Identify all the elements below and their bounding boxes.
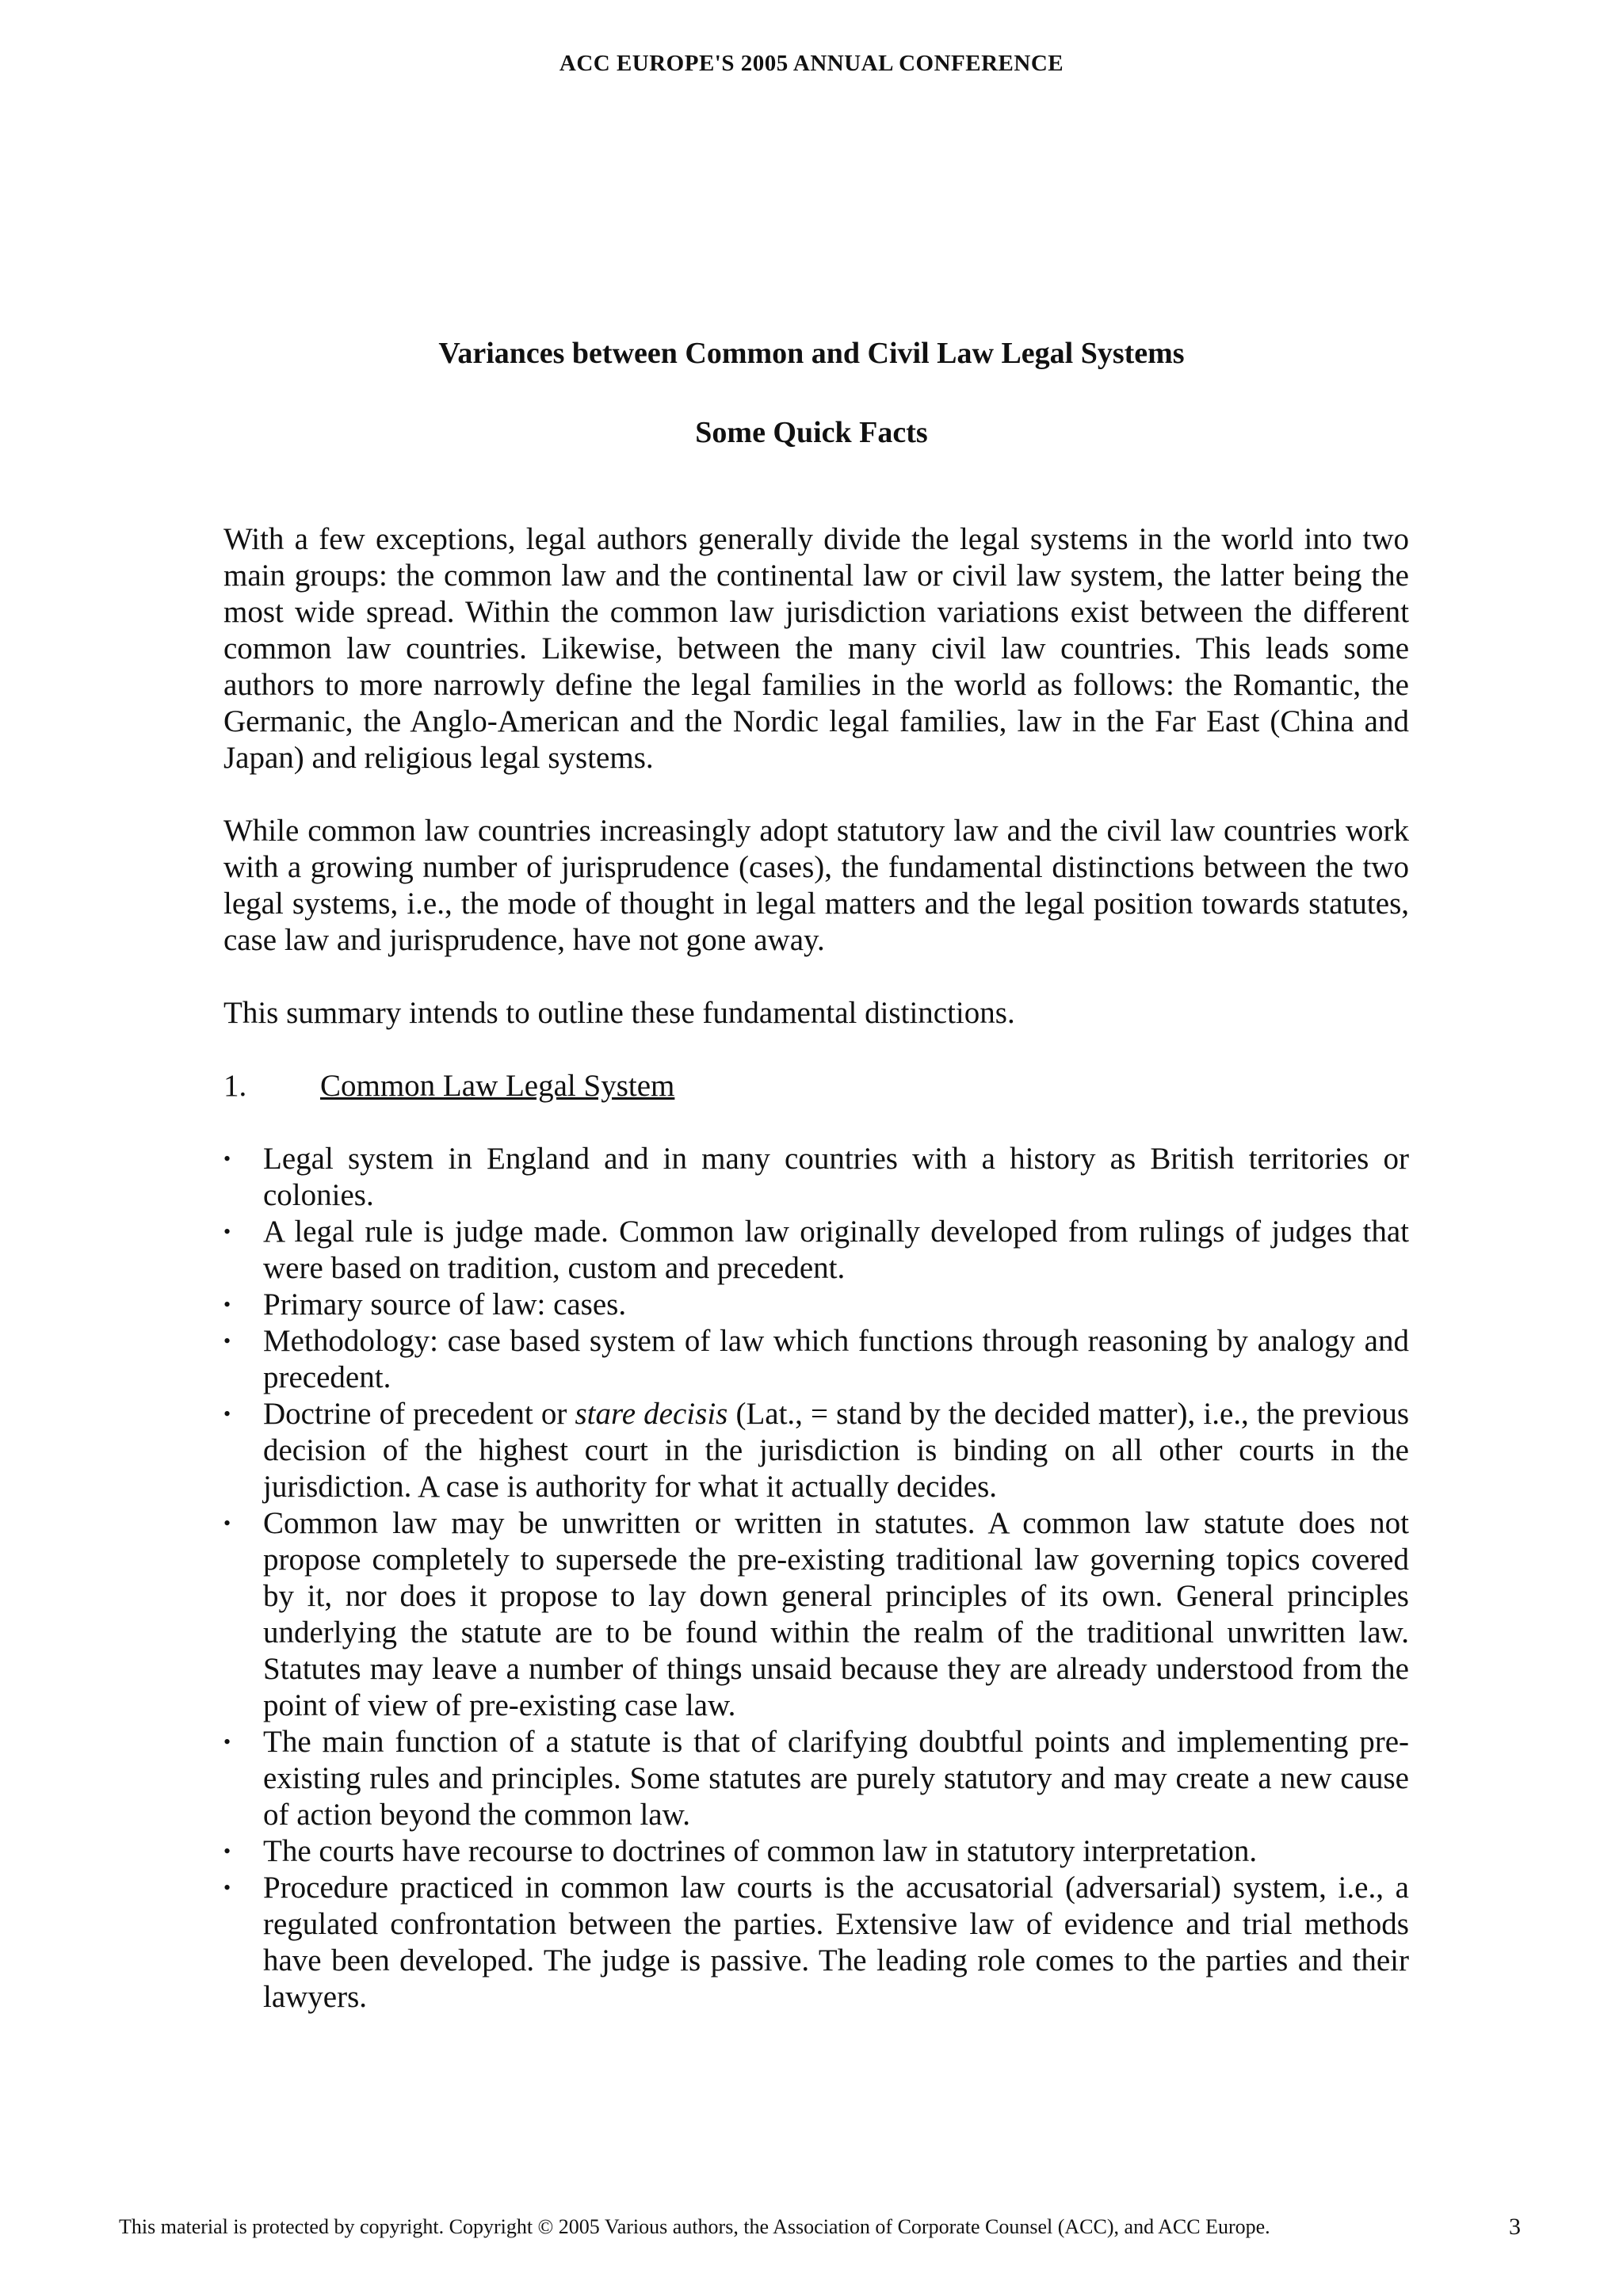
bullet-text: Methodology: case based system of law which functions through reasoning by analogy and precedent. bbox=[263, 1324, 1409, 1394]
list-item bbox=[223, 1724, 1409, 1833]
section-number: 1. bbox=[223, 1069, 247, 1103]
bullet-text: The main function of a statute is that of clarifying doubtful points and implementing pre-existing rules and principles. Some statutes are purely statutory and may create a new cause of action beyond the common law. bbox=[263, 1725, 1409, 1832]
section-heading bbox=[223, 1068, 1409, 1104]
bullet-marker: • bbox=[223, 1840, 231, 1863]
bullet-text: The courts have recourse to doctrines of common law in statutory interpretation. bbox=[263, 1834, 1258, 1868]
intro-paragraph: With a few exceptions, legal authors generally divide the legal systems in the world into two main groups: the common law and the continental law or civil law system, the latter being the most wide spread. Within the common law jurisdiction variations exist between the different common law countries. Likewise, between the many civil law countries. This leads some authors to more narrowly define the legal families in the world as follows: the Romantic, the Germanic, the Anglo-American and the Nordic legal families, law in the Far East (China and Japan) and religious legal systems. bbox=[223, 522, 1409, 775]
list-item bbox=[223, 1141, 1409, 1214]
document-body bbox=[223, 521, 1409, 2016]
bullet-list bbox=[223, 1141, 1409, 2016]
bullet-marker: • bbox=[223, 1876, 231, 1899]
list-item bbox=[223, 1396, 1409, 1505]
bullet-text-before: Doctrine of precedent or bbox=[263, 1397, 575, 1431]
bullet-text: Common law may be unwritten or written in statutes. A common law statute does not propose completely to supersede the pre-existing traditional law governing topics covered by it, nor does it propose to lay down general principles of its own. General principles underlying the statute are to be found within the realm of the traditional unwritten law. Statutes may leave a number of things unsaid because they are already understood from the point of view of pre-existing case law. bbox=[263, 1506, 1409, 1722]
bullet-marker: • bbox=[223, 1730, 231, 1753]
list-item bbox=[223, 1214, 1409, 1287]
bullet-marker: • bbox=[223, 1329, 231, 1352]
bullet-text-after: (Lat., = stand by the decided matter), i.e., the previous decision of the highest court in the jurisdiction is binding on all other courts in the jurisdiction. A case is authority for what it actually decides. bbox=[263, 1397, 1409, 1504]
list-item bbox=[223, 1323, 1409, 1396]
bullet-marker: • bbox=[223, 1220, 231, 1243]
running-header: ACC EUROPE'S 2005 ANNUAL CONFERENCE bbox=[559, 51, 1064, 76]
section-title: Common Law Legal System bbox=[320, 1069, 675, 1103]
list-item bbox=[223, 1833, 1409, 1870]
bullet-text: A legal rule is judge made. Common law originally developed from rulings of judges that were based on tradition, custom and precedent. bbox=[263, 1215, 1409, 1285]
list-item bbox=[223, 1505, 1409, 1724]
latin-term: stare decisis bbox=[575, 1397, 728, 1431]
page-number: 3 bbox=[1509, 2214, 1521, 2240]
title-block bbox=[0, 336, 1623, 450]
bullet-marker: • bbox=[223, 1293, 231, 1316]
distinctions-paragraph: While common law countries increasingly adopt statutory law and the civil law countries work with a growing number of jurisprudence (cases), the fundamental distinctions between the two legal systems, i.e., the mode of thought in legal matters and the legal position towards statutes, case law and jurisprudence, have not gone away. bbox=[223, 814, 1409, 957]
bullet-text: Procedure practiced in common law courts is the accusatorial (adversarial) system, i.e., a regulated confrontation between the parties. Extensive law of evidence and trial methods have been developed. The judge is passive. The leading role comes to the parties and their lawyers. bbox=[263, 1871, 1409, 2014]
list-item bbox=[223, 1870, 1409, 2016]
copyright-footer: This material is protected by copyright. Copyright © 2005 Various authors, the Association of Corporate Counsel (ACC), and ACC Europe. bbox=[119, 2215, 1270, 2238]
list-item bbox=[223, 1287, 1409, 1323]
summary-paragraph: This summary intends to outline these fundamental distinctions. bbox=[223, 996, 1015, 1030]
bullet-text: Legal system in England and in many countries with a history as British territories or colonies. bbox=[263, 1142, 1409, 1212]
document-title: Variances between Common and Civil Law Legal Systems bbox=[438, 337, 1185, 370]
bullet-marker: • bbox=[223, 1402, 231, 1425]
bullet-marker: • bbox=[223, 1512, 231, 1535]
bullet-text: Primary source of law: cases. bbox=[263, 1287, 627, 1322]
bullet-marker: • bbox=[223, 1147, 231, 1170]
document-subtitle: Some Quick Facts bbox=[695, 416, 928, 449]
